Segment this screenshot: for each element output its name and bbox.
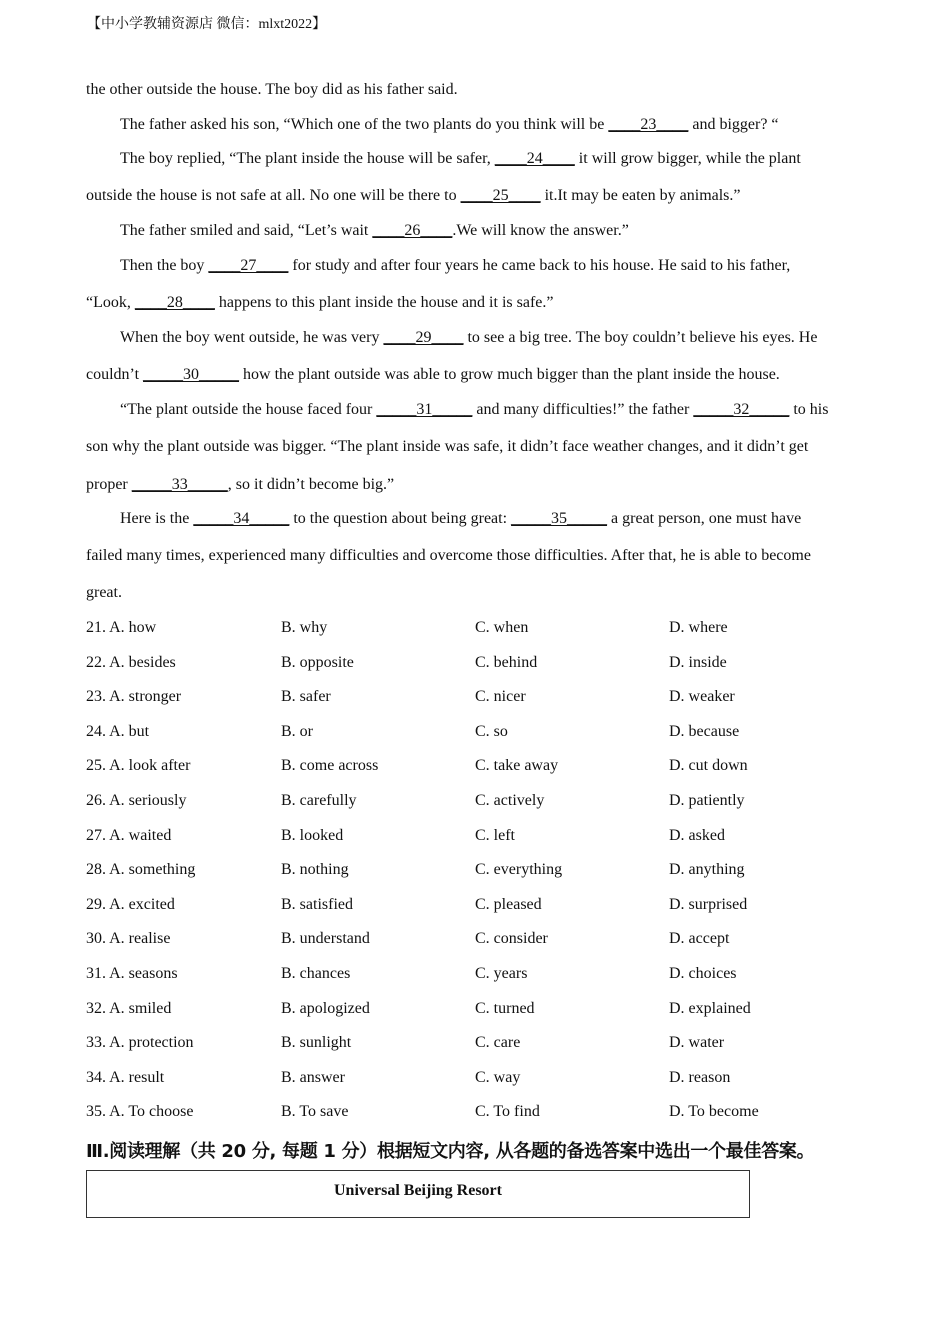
passage-line bbox=[120, 329, 817, 347]
section-heading: Ⅲ.阅读理解（共 20 分, 每题 1 分）根据短文内容, 从各题的备选答案中选出一个最佳答案。 bbox=[86, 1141, 815, 1162]
option-a: 25. A. look after bbox=[86, 757, 191, 775]
passage-line bbox=[86, 81, 458, 99]
option-c: C. everything bbox=[475, 861, 563, 879]
option-c: C. To find bbox=[475, 1103, 540, 1121]
passage-text: couldn’t bbox=[86, 366, 144, 383]
option-b: B. chances bbox=[281, 965, 351, 982]
option-d: D. asked bbox=[669, 826, 725, 844]
option-d: D. cut down bbox=[669, 757, 748, 775]
option-a: 28. A. something bbox=[86, 861, 196, 879]
option-b: B. answer bbox=[281, 1068, 345, 1086]
passage-text: Here is the bbox=[120, 510, 194, 527]
blank-23: ____23____ bbox=[608, 116, 689, 133]
passage-line bbox=[120, 116, 779, 134]
option-b: B. safer bbox=[281, 688, 331, 706]
option-c: C. turned bbox=[475, 999, 535, 1017]
option-b: B. opposite bbox=[281, 653, 354, 671]
option-d: D. reason bbox=[669, 1068, 731, 1086]
option-a: 22. A. besides bbox=[86, 653, 176, 671]
passage-text: The father smiled and said, “Let’s wait bbox=[120, 222, 373, 239]
option-d: D. accept bbox=[669, 930, 730, 948]
passage-text: a great person, one must have bbox=[607, 510, 802, 527]
option-d: D. weaker bbox=[669, 688, 735, 706]
passage-text: “Look, bbox=[86, 294, 135, 311]
option-c: C. left bbox=[475, 826, 515, 844]
passage-text: .We will know the answer.” bbox=[452, 222, 629, 239]
passage-line bbox=[86, 366, 780, 384]
option-c: C. consider bbox=[475, 930, 548, 948]
option-c: C. pleased bbox=[475, 895, 542, 913]
passage-title: Universal Beijing Resort bbox=[334, 1182, 502, 1199]
option-a: 31. A. seasons bbox=[86, 965, 178, 982]
passage-text: failed many times, experienced many difficulties and overcome those difficulties. After that, he is able to become bbox=[86, 547, 811, 564]
blank-26: ____26____ bbox=[372, 222, 453, 239]
blank-29: ____29____ bbox=[383, 329, 464, 346]
blank-30: _____30_____ bbox=[143, 366, 240, 383]
blank-24: ____24____ bbox=[494, 150, 575, 167]
passage-text: how the plant outside was able to grow much bigger than the plant inside the house. bbox=[239, 366, 780, 383]
blank-31: _____31_____ bbox=[376, 401, 473, 418]
blank-32: _____32_____ bbox=[693, 401, 790, 418]
blank-33: _____33_____ bbox=[131, 476, 228, 493]
passage-text: great. bbox=[86, 584, 122, 601]
option-d: D. explained bbox=[669, 999, 751, 1017]
option-d: D. To become bbox=[669, 1103, 759, 1121]
option-a: 32. A. smiled bbox=[86, 999, 172, 1017]
passage-text: When the boy went outside, he was very bbox=[120, 329, 384, 346]
blank-27: ____27____ bbox=[208, 257, 289, 274]
option-a: 30. A. realise bbox=[86, 930, 171, 948]
passage-line bbox=[86, 187, 741, 205]
passage-line bbox=[120, 257, 790, 275]
passage-title-box bbox=[86, 1170, 750, 1218]
passage-text: for study and after four years he came back to his house. He said to his father, bbox=[288, 257, 791, 274]
blank-35: _____35_____ bbox=[511, 510, 608, 527]
passage-text: The boy replied, “The plant inside the house will be safer, bbox=[120, 150, 495, 167]
option-d: D. inside bbox=[669, 653, 727, 671]
option-b: B. or bbox=[281, 722, 313, 740]
passage-text: , so it didn’t become big.” bbox=[227, 476, 395, 493]
option-a: 29. A. excited bbox=[86, 895, 175, 913]
option-a: 34. A. result bbox=[86, 1068, 165, 1086]
passage-line bbox=[120, 401, 828, 419]
option-b: B. apologized bbox=[281, 999, 370, 1017]
passage-text: to the question about being great: bbox=[289, 510, 512, 527]
passage-text: The father asked his son, “Which one of the two plants do you think will be bbox=[120, 116, 609, 133]
option-a: 24. A. but bbox=[86, 722, 150, 740]
option-c: C. actively bbox=[475, 792, 545, 809]
passage-text: outside the house is not safe at all. No one will be there to bbox=[86, 187, 461, 204]
passage-line bbox=[86, 438, 808, 456]
header-watermark: 【中小学教辅资源店 微信：mlxt2022】 bbox=[87, 17, 327, 32]
option-c: C. care bbox=[475, 1034, 521, 1052]
option-a: 27. A. waited bbox=[86, 826, 172, 844]
option-d: D. patiently bbox=[669, 792, 745, 809]
option-d: D. choices bbox=[669, 965, 737, 982]
blank-28: ____28____ bbox=[134, 294, 215, 311]
option-a: 33. A. protection bbox=[86, 1034, 194, 1052]
option-d: D. because bbox=[669, 722, 740, 740]
blank-34: _____34_____ bbox=[193, 510, 290, 527]
passage-text: Then the boy bbox=[120, 257, 209, 274]
option-c: C. nicer bbox=[475, 688, 526, 706]
option-a: 21. A. how bbox=[86, 619, 157, 636]
passage-text: it.It may be eaten by animals.” bbox=[540, 187, 741, 204]
passage-line bbox=[120, 222, 629, 240]
passage-text: happens to this plant inside the house and it is safe.” bbox=[214, 294, 554, 311]
passage-line bbox=[86, 476, 394, 494]
option-a: 26. A. seriously bbox=[86, 792, 187, 809]
option-b: B. why bbox=[281, 619, 328, 636]
option-b: B. carefully bbox=[281, 792, 357, 809]
option-c: C. way bbox=[475, 1068, 521, 1086]
passage-line bbox=[86, 584, 122, 602]
passage-text: to see a big tree. The boy couldn’t believe his eyes. He bbox=[463, 329, 818, 346]
option-b: B. come across bbox=[281, 757, 379, 775]
passage-text: and many difficulties!” the father bbox=[472, 401, 694, 418]
option-d: D. surprised bbox=[669, 895, 748, 913]
passage-line bbox=[86, 547, 811, 565]
option-a: 35. A. To choose bbox=[86, 1103, 194, 1121]
option-b: B. understand bbox=[281, 930, 370, 948]
passage-text: “The plant outside the house faced four bbox=[120, 401, 377, 418]
option-d: D. anything bbox=[669, 861, 745, 879]
passage-line bbox=[86, 294, 553, 312]
passage-text: and bigger? “ bbox=[688, 116, 779, 133]
option-b: B. nothing bbox=[281, 861, 349, 879]
passage-text: to his bbox=[789, 401, 829, 418]
option-b: B. To save bbox=[281, 1103, 349, 1121]
option-b: B. looked bbox=[281, 826, 344, 844]
option-c: C. take away bbox=[475, 757, 559, 775]
passage-text: the other outside the house. The boy did as his father said. bbox=[86, 81, 458, 98]
passage-text: proper bbox=[86, 476, 132, 493]
option-c: C. when bbox=[475, 619, 529, 636]
option-a: 23. A. stronger bbox=[86, 688, 182, 706]
passage-text: son why the plant outside was bigger. “The plant inside was safe, it didn’t face weather changes, and it didn’t get bbox=[86, 438, 809, 455]
option-c: C. so bbox=[475, 722, 508, 740]
option-d: D. where bbox=[669, 619, 728, 636]
option-c: C. years bbox=[475, 965, 528, 982]
blank-25: ____25____ bbox=[460, 187, 541, 204]
passage-line bbox=[120, 150, 801, 168]
option-b: B. satisfied bbox=[281, 895, 353, 913]
option-d: D. water bbox=[669, 1034, 725, 1052]
option-b: B. sunlight bbox=[281, 1034, 352, 1052]
option-c: C. behind bbox=[475, 653, 538, 671]
passage-text: it will grow bigger, while the plant bbox=[574, 150, 801, 167]
passage-line bbox=[120, 510, 801, 528]
